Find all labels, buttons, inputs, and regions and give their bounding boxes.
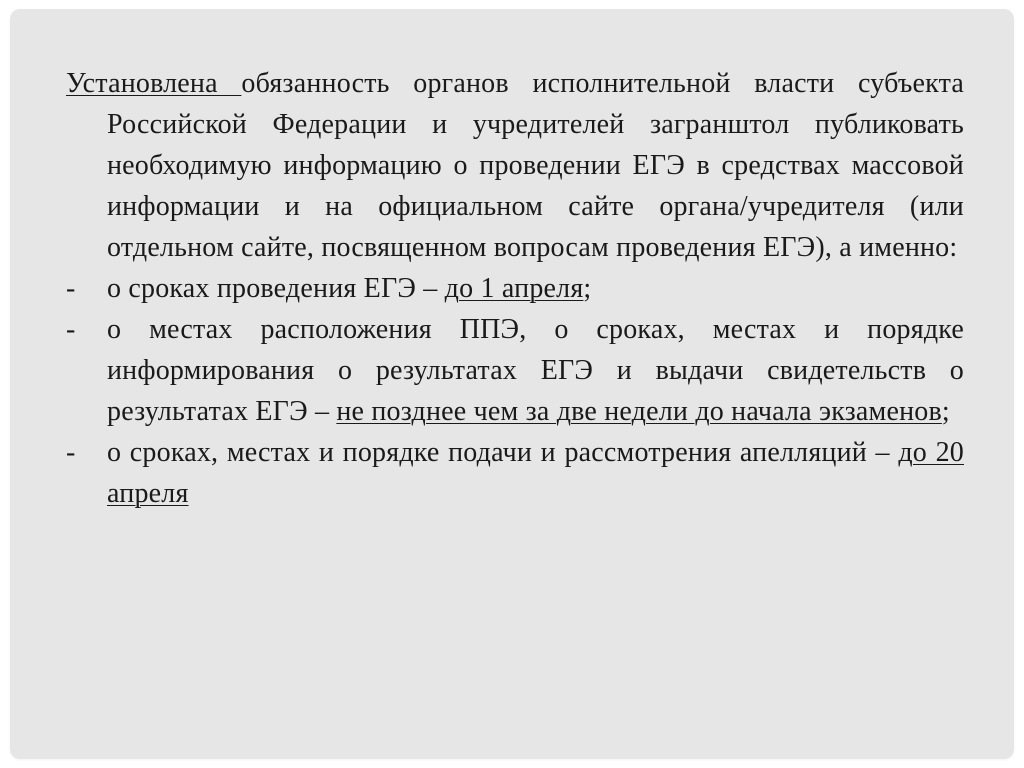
list-item xyxy=(66,268,964,309)
list-item xyxy=(66,309,964,432)
list-item-text: о сроках, местах и порядке подачи и рассмотрения апелляций – xyxy=(107,437,899,468)
list-item-tail: ; xyxy=(941,396,950,427)
slide-card xyxy=(10,9,1014,759)
list-item-deadline: до 20 апреля xyxy=(107,437,964,509)
intro-paragraph xyxy=(66,63,964,268)
slide-text-body xyxy=(66,63,964,514)
intro-text: обязанность органов исполнительной власти субъекта Российской Федерации и учредителей загранштол публиковать необходимую информацию о проведении ЕГЭ в средствах массовой информации и на официальном сайте органа/учредителя (или отдельном сайте, посвященном вопросам проведения ЕГЭ), а именно: xyxy=(107,68,964,263)
intro-underlined-lead: Установлена xyxy=(66,68,242,99)
list-dash: - xyxy=(66,273,76,304)
list-dash: - xyxy=(66,314,76,345)
list-dash: - xyxy=(66,437,76,468)
list-item xyxy=(66,432,964,514)
list-item-text: о сроках проведения ЕГЭ – xyxy=(107,273,445,304)
list-item-deadline: до 1 апреля xyxy=(444,273,584,304)
list-item-text: о местах расположения ППЭ, о сроках, местах и порядке информирования о результатах ЕГЭ и выдачи свидетельств о результатах ЕГЭ – xyxy=(107,314,964,427)
list-item-tail: ; xyxy=(583,273,592,304)
list-item-deadline: не позднее чем за две недели до начала экзаменов xyxy=(336,396,942,427)
